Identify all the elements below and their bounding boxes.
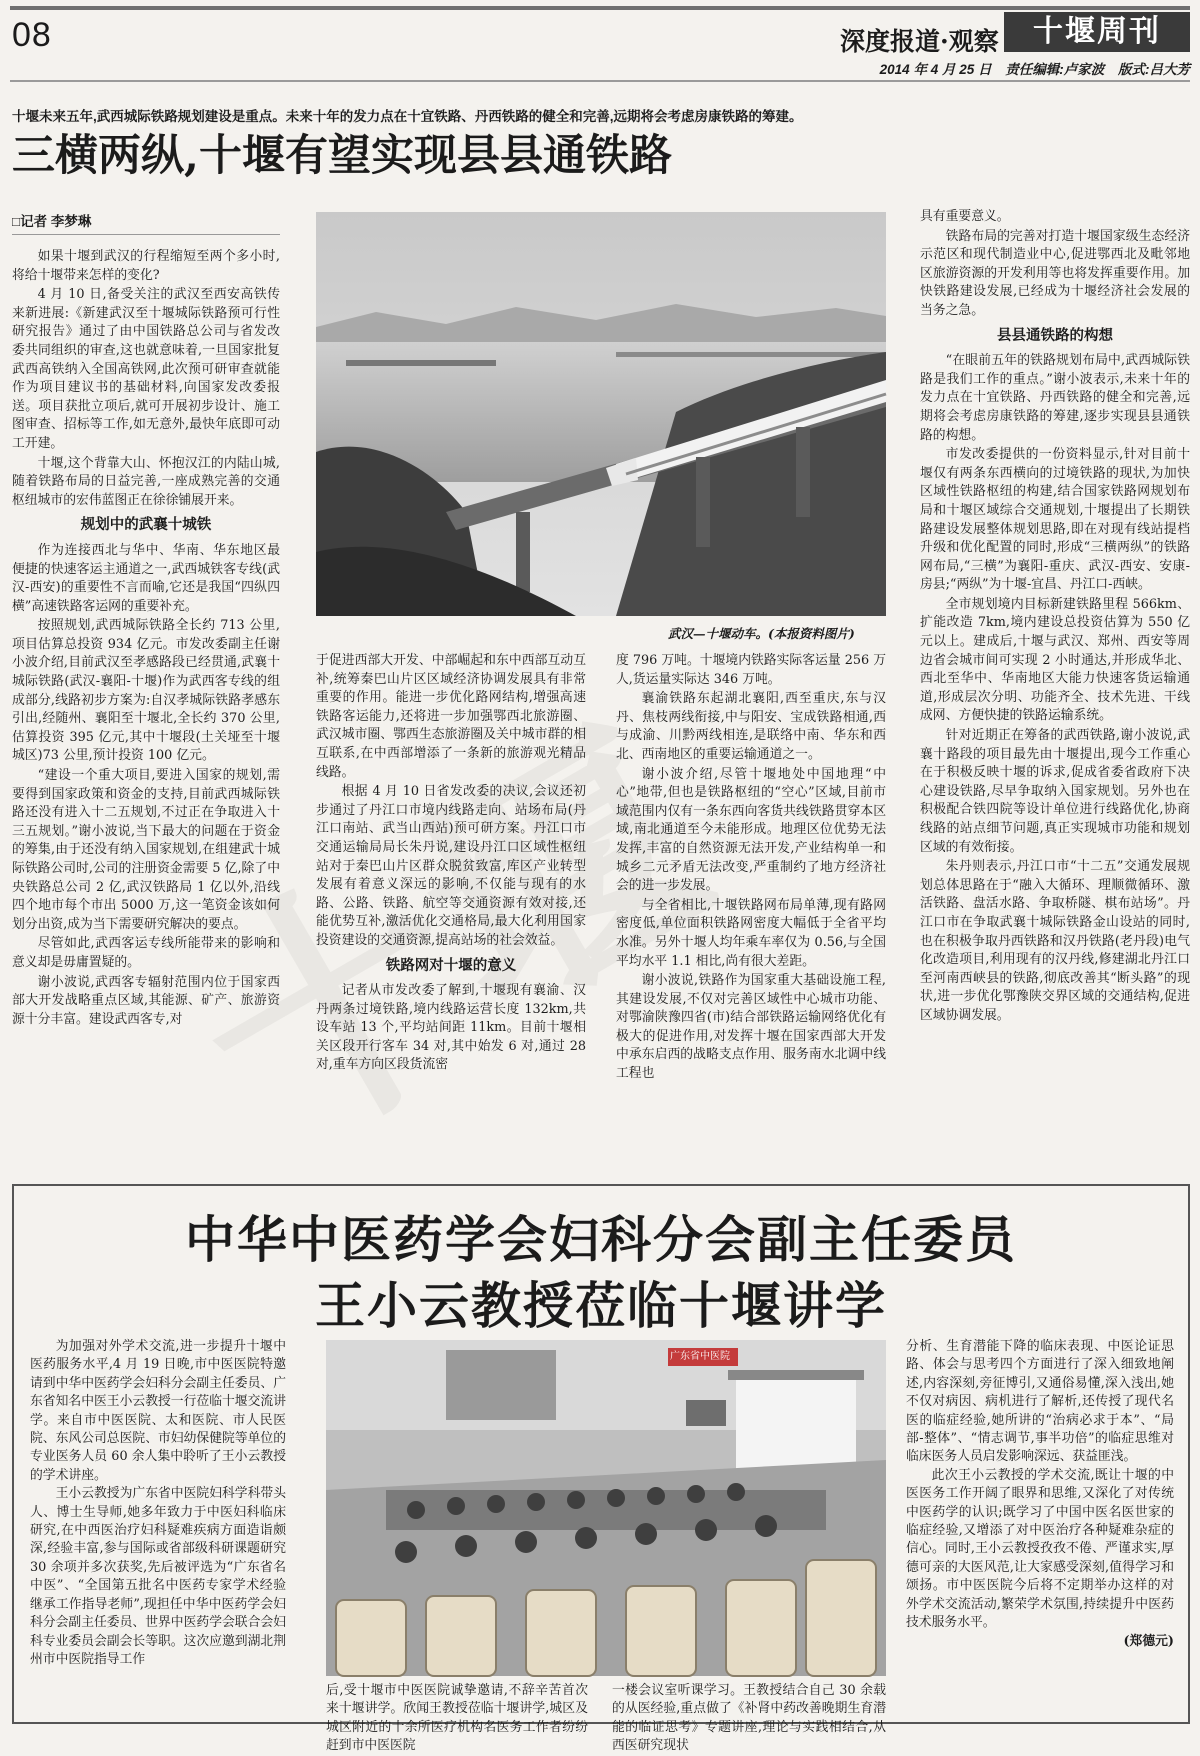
train-photo [316, 212, 886, 616]
paragraph: 尽管如此,武西客运专线所能带来的影响和意义却是毋庸置疑的。 [12, 936, 280, 970]
article-column-2 [316, 652, 586, 1108]
article-column-1 [12, 248, 280, 1108]
paragraph: 分析、生育潜能下降的临床表现、中医论证思路、体会与思考四个方面进行了深入细致地阐述,内容深刻,旁征博引,又通俗易懂,深入浅出,她不仅对病因、病机进行了解析,还传授了现代名医的临症经验,她所讲的“治病必求于本”、“局部-整体”、“情志调节,事半功倍”的临症思维对临床医务人员启发影响深远、获益匪浅。 [906, 1339, 1174, 1465]
subheading: 铁路网对十堰的意义 [385, 957, 517, 974]
paragraph: 与全省相比,十堰铁路网布局单薄,现有路网密度低,单位面积铁路网密度大幅低于全省平均水准。另外十堰人均年乘车率仅为 0.56,与全国平均水平 1.1 相比,尚有很大差距。 [616, 897, 886, 969]
lecture-column-1 [30, 1338, 286, 1718]
subheading: 县县通铁路的构想 [997, 327, 1113, 344]
header-rule [10, 80, 1190, 82]
author-signoff: (郑德元) [1123, 1633, 1174, 1649]
editor-credit: 责任编辑:卢家波 [1005, 62, 1105, 77]
byline: □记者 李梦琳 [12, 210, 280, 235]
lecture-column-2 [326, 1682, 588, 1754]
paragraph: 全市规划境内目标新建铁路里程 566km、扩能改造 7km,境内建设总投资估算为 550 亿元以上。建成后,十堰与武汉、郑州、西安等周边省会城市间可实现 2 小时通达,并形成华北、西北至华中、华南地区大能力快速客货运输通道,形成层次分明、功能齐全、技术先进、干线成网、方便快捷的铁路运输系统。 [920, 596, 1190, 724]
article-headline: 三横两纵,十堰有望实现县县通铁路 [12, 131, 672, 181]
lecture-photo [326, 1340, 886, 1676]
article-column-4 [920, 208, 1190, 1108]
paragraph: 铁路布局的完善对打造十堰国家级生态经济示范区和现代制造业中心,促进鄂西北及毗邻地区旅游资源的开发利用等也将发挥重要作用。加快铁路建设发展,已经成为十堰经济社会发展的当务之急。 [920, 228, 1190, 318]
paragraph: 谢小波说,武西客专辐射范围内位于国家西部大开发战略重点区域,其能源、矿产、旅游资源十分丰富。建设武西客专,对 [12, 974, 280, 1027]
lecture-photo-image [326, 1340, 886, 1676]
paragraph: 针对近期正在筹备的武西铁路,谢小波说,武襄十路段的项目最先由十堰提出,现今工作重心在于积极反映十堰的诉求,促成省委省政府下决心建设铁路,尽早争取纳入国家规划。另外也在积极配合铁四院等设计单位进行线路优化,协商线路的站点细节问题,真正实现城市功能和规划区域的有效衔接。 [920, 728, 1190, 855]
photo-banner-text: 广东省中医院 [670, 1351, 730, 1362]
paragraph: 记者从市发改委了解到,十堰现有襄渝、汉丹两条过境铁路,境内线路运营长度 132km,共设车站 13 个,平均站间距 11km。目前十堰相关区段开行客车 34 对,其中始发 6 对,通过 28 对,重车方向区段货流密 [316, 983, 586, 1073]
article-column-3 [616, 652, 886, 1108]
paragraph: 按照规划,武西城际铁路全长约 713 公里,项目估算总投资 934 亿元。市发改委副主任谢小波介绍,目前武汉至孝感路段已经贯通,武襄十城际铁路(武汉-襄阳-十堰)作为武西客专线的组成部分,线路初步方案为:自汉孝城际铁路孝感东引出,经随州、襄阳至十堰北,全长约 370 公里,估算投资 395 亿元,其中十堰段(土关垭至十堰城区)73 公里,预计投资 100 亿元。 [12, 618, 280, 764]
paragraph: 谢小波介绍,尽管十堰地处中国地理“中心”地带,但也是铁路枢纽的“空心”区域,目前市域范围内仅有一条东西向客货共线铁路贯穿本区域,南北通道至今未能形成。地理区位优势无法发挥,丰富的自然资源无法开发,产业结构单一和城乡二元矛盾无法改变,严重制约了地方经济社会的进一步发展。 [616, 766, 886, 894]
lecture-title-line-2: 王小云教授莅临十堰讲学 [315, 1276, 887, 1335]
paragraph: 度 796 万吨。十堰境内铁路实际客运量 256 万人,货运量实际达 346 万吨。 [616, 653, 886, 687]
top-rule [10, 6, 1190, 10]
paragraph: 于促进西部大开发、中部崛起和东中西部互动互补,统筹秦巴山片区区域经济协调发展具有非常重要的作用。能进一步优化路网结构,增强高速铁路客运能力,还将进一步加强鄂西北旅游圈、武汉城市圈、鄂西生态旅游圈及关中城市群的相互联系,在中西部增添了一条新的旅游观光精品线路。 [316, 653, 586, 780]
paragraph: 具有重要意义。 [920, 209, 1010, 224]
paragraph: 此次王小云教授的学术交流,既让十堰的中医医务工作开阔了眼界和思维,又深化了对传统中医药学的认识;既学习了中国中医名医世家的临症经验,又增添了对中医治疗各种疑难杂症的信心。同时,王小云教授孜孜不倦、严谨求实,厚德可亲的大医风范,让大家感受深刻,值得学习和颂扬。市中医医院今后将不定期举办这样的对外学术交流活动,繁荣学术氛围,持续提升中医药技术服务水平。 [906, 1467, 1174, 1631]
section-name: 深度报道·观察 [840, 27, 999, 56]
paragraph: 十堰,这个背靠大山、怀抱汉江的内陆山城,随着铁路布局的日益完善,一座成熟完善的交通枢纽城市的宏伟蓝图正在徐徐铺展开来。 [12, 455, 280, 508]
paragraph: 后,受十堰市中医医院诚挚邀请,不辞辛苦首次来十堰讲学。欣闻王教授莅临十堰讲学,城区及城区附近的十余所医疗机构名医务工作者纷纷赶到市中医医院 [326, 1683, 588, 1754]
paragraph: 谢小波说,铁路作为国家重大基础设施工程,其建设发展,不仅对完善区域性中心城市功能、对鄂渝陕豫四省(市)结合部铁路运输网络优化有极大的促进作用,对发挥十堰在国家西部大开发中承东启西的战略支点作用、服务南水北调中线工程也 [616, 973, 886, 1082]
paragraph: 如果十堰到武汉的行程缩短至两个多小时,将给十堰带来怎样的变化? [12, 249, 280, 283]
issue-date: 2014 年 4 月 25 日 [879, 62, 992, 77]
masthead: 十堰周刊 [1004, 12, 1190, 52]
subheading: 规划中的武襄十城铁 [80, 517, 212, 534]
paragraph: 一楼会议室听课学习。王教授结合自己 30 余载的从医经验,重点做了《补肾中药改善晚期生育潜能的临证思考》专题讲座,理论与实践相结合,从西医研究现状 [612, 1683, 886, 1754]
train-photo-image [316, 212, 886, 616]
lecture-column-4 [906, 1338, 1174, 1718]
photo-caption: 武汉—十堰动车。(本报资料图片) [668, 626, 855, 641]
paragraph: 市发改委提供的一份资料显示,针对目前十堰仅有两条东西横向的过境铁路的现状,为加快区域性铁路枢纽的构建,结合国家铁路网规划布局和十堰区域综合交通规划,十堰提出了长期铁路建设发展整体规划思路,即在对现有线站提档升级和优化配置的同时,形成“三横两纵”的铁路网布局,“三横”为襄阳-重庆、武汉-西安、安康-房县;“两纵”为十堰-宜昌、丹江口-西峡。 [920, 447, 1190, 593]
paragraph: 4 月 10 日,备受关注的武汉至西安高铁传来新进展:《新建武汉至十堰城际铁路预可行性研究报告》通过了由中国铁路总公司与省发改委共同组织的审查,这也就意味着,一旦国家批复武西高铁纳入全国高铁网,此次预可研审查就能作为项目建议书的基础材料,向国家发改委报送。项目获批立项后,就可开展初步设计、施工图审查、招标等工作,如无意外,最快年底即可动工开建。 [12, 287, 280, 451]
issue-line [760, 58, 1190, 78]
lecture-title-line-1: 中华中医药学会妇科分会副主任委员 [185, 1210, 1017, 1269]
lecture-column-3 [612, 1682, 886, 1754]
paragraph: 作为连接西北与华中、华南、华东地区最便捷的快速客运主通道之一,武西城铁客专线(武汉-西安)的重要性不言而喻,它还是我国“四纵四横”高速铁路客运网的重要补充。 [12, 542, 280, 614]
article-deck: 十堰未来五年,武西城际铁路规划建设是重点。未来十年的发力点在十宜铁路、丹西铁路的健全和完善,远期将会考虑房康铁路的筹建。 [12, 109, 803, 124]
paragraph: “建设一个重大项目,要进入国家的规划,需要得到国家政策和资金的支持,目前武西城际铁路还没有进入十二五规划,不过正在争取进入十三五规划。”谢小波说,当下最大的问题在于资金的筹集,由于还没有纳入国家规划,在组建武十城际铁路公司时,公司的注册资金需要 5 亿,除了中央铁路总公司 2 亿,武汉铁路局 1 亿以外,沿线四个地市每个市出 5000 万,这一笔资金该如何划分出资,成为当下需要研究解决的要点。 [12, 768, 280, 932]
paragraph: 朱丹则表示,丹江口市“十二五”交通发展规划总体思路在于“融入大循环、理顺微循环、激活铁路、盘活水路、争取桥隧、棋布站场”。丹江口市在争取武襄十城际铁路金山设站的同时,也在积极争取丹西铁路和汉丹铁路(老丹段)电气化改造项目,利用现有的汉丹线,修建湖北丹江口至河南西峡县的铁路,彻底改善其“断头路”的现状,进一步优化鄂豫陕交界区域的交通结构,促进区域协调发展。 [920, 859, 1190, 1023]
page-number: 08 [12, 16, 52, 54]
paragraph: “在眼前五年的铁路规划布局中,武西城际铁路是我们工作的重点。”谢小波表示,未来十年的发力点在十宜铁路、丹西铁路的健全和完善,远期将会考虑房康铁路的筹建,逐步实现县县通铁路的构想。 [920, 353, 1190, 443]
paragraph: 为加强对外学术交流,进一步提升十堰中医药服务水平,4 月 19 日晚,市中医医院特邀请到中华中医药学会妇科分会副主任委员、广东省知名中医王小云教授一行莅临十堰交流讲学。来自市中医医院、太和医院、市人民医院、东风公司总医院、市妇幼保健院等单位的专业医务人员 60 余人集中聆听了王小云教授的学术讲座。 [30, 1339, 286, 1483]
designer-credit: 版式:吕大芳 [1118, 62, 1190, 77]
paragraph: 襄渝铁路东起湖北襄阳,西至重庆,东与汉丹、焦枝两线衔接,中与阳安、宝成铁路相通,西与成渝、川黔两线相连,是联络中南、华东和西北、西南地区的重要运输通道之一。 [616, 691, 886, 762]
paragraph: 根据 4 月 10 日省发改委的决议,会议还初步通过了丹江口市境内线路走向、站场布局(丹江口南站、武当山西站)预可研方案。丹江口市交通运输局局长朱丹说,建设丹江口区域性枢纽站对于秦巴山片区群众脱贫致富,库区产业转型发展有着意义深远的影响,不仅能与现有的水路、公路、铁路、航空等交通资源有效对接,还能优势互补,激活优化交通格局,最大化利用国家投资建设的交通资源,提高站场的社会效益。 [316, 784, 586, 948]
paragraph: 王小云教授为广东省中医院妇科学科带头人、博士生导师,她多年致力于中医妇科临床研究,在中西医治疗妇科疑难疾病方面造诣颇深,经验丰富,参与国际或省部级科研课题研究 30 余项并多次获奖,先后被评选为“广东省名中医”、“全国第五批名中医药专家学术经验继承工作指导老师”,现担任中华中医药学会妇科分会副主任委员、世界中医药学会联合会妇科专业委员会副会长等职。这次应邀到湖北荆州市中医院指导工作 [30, 1486, 286, 1667]
